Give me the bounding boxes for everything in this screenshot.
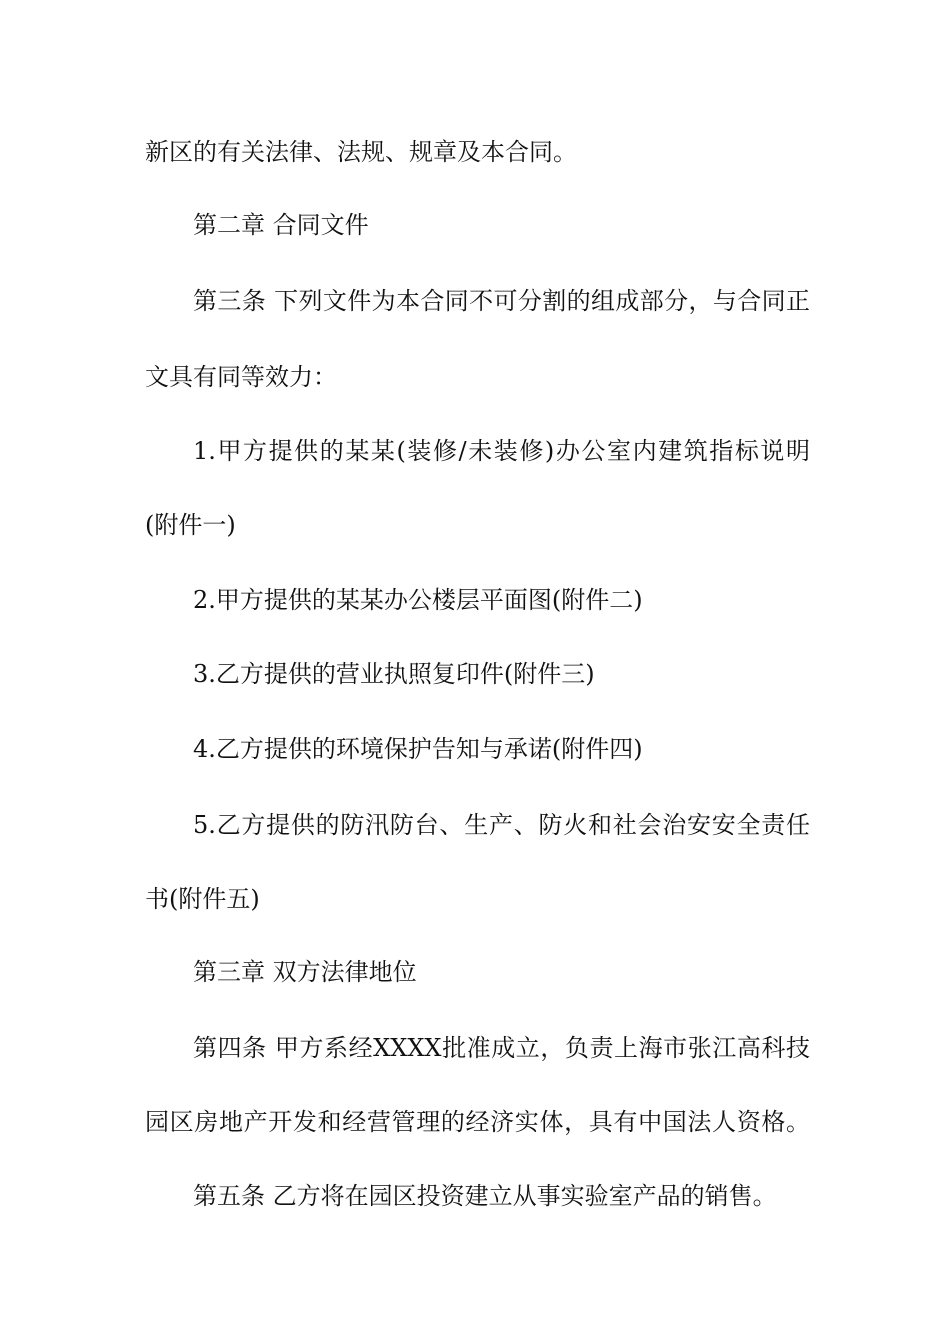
text-line: (附件一) xyxy=(145,511,236,539)
chapter-heading: 第三章 双方法律地位 xyxy=(193,958,417,986)
list-item: 1.甲方提供的某某(装修/未装修)办公室内建筑指标说明 xyxy=(193,437,810,465)
text-line: 文具有同等效力： xyxy=(145,363,337,391)
text-line: 书(附件五) xyxy=(145,885,260,913)
text-line: 新区的有关法律、法规、规章及本合同。 xyxy=(145,138,577,166)
chapter-heading: 第二章 合同文件 xyxy=(193,211,369,239)
list-item: 3.乙方提供的营业执照复印件(附件三) xyxy=(193,660,595,688)
article-text: 第三条 下列文件为本合同不可分割的组成部分，与合同正 xyxy=(193,287,810,315)
text-line: 园区房地产开发和经营管理的经济实体，具有中国法人资格。 xyxy=(145,1108,810,1136)
article-text: 第四条 甲方系经XXXX批准成立，负责上海市张江高科技 xyxy=(193,1034,810,1062)
list-item: 5.乙方提供的防汛防台、生产、防火和社会治安安全责任 xyxy=(193,811,810,839)
article-text: 第五条 乙方将在园区投资建立从事实验室产品的销售。 xyxy=(193,1182,777,1210)
list-item: 2.甲方提供的某某办公楼层平面图(附件二) xyxy=(193,586,643,614)
list-item: 4.乙方提供的环境保护告知与承诺(附件四) xyxy=(193,735,643,763)
